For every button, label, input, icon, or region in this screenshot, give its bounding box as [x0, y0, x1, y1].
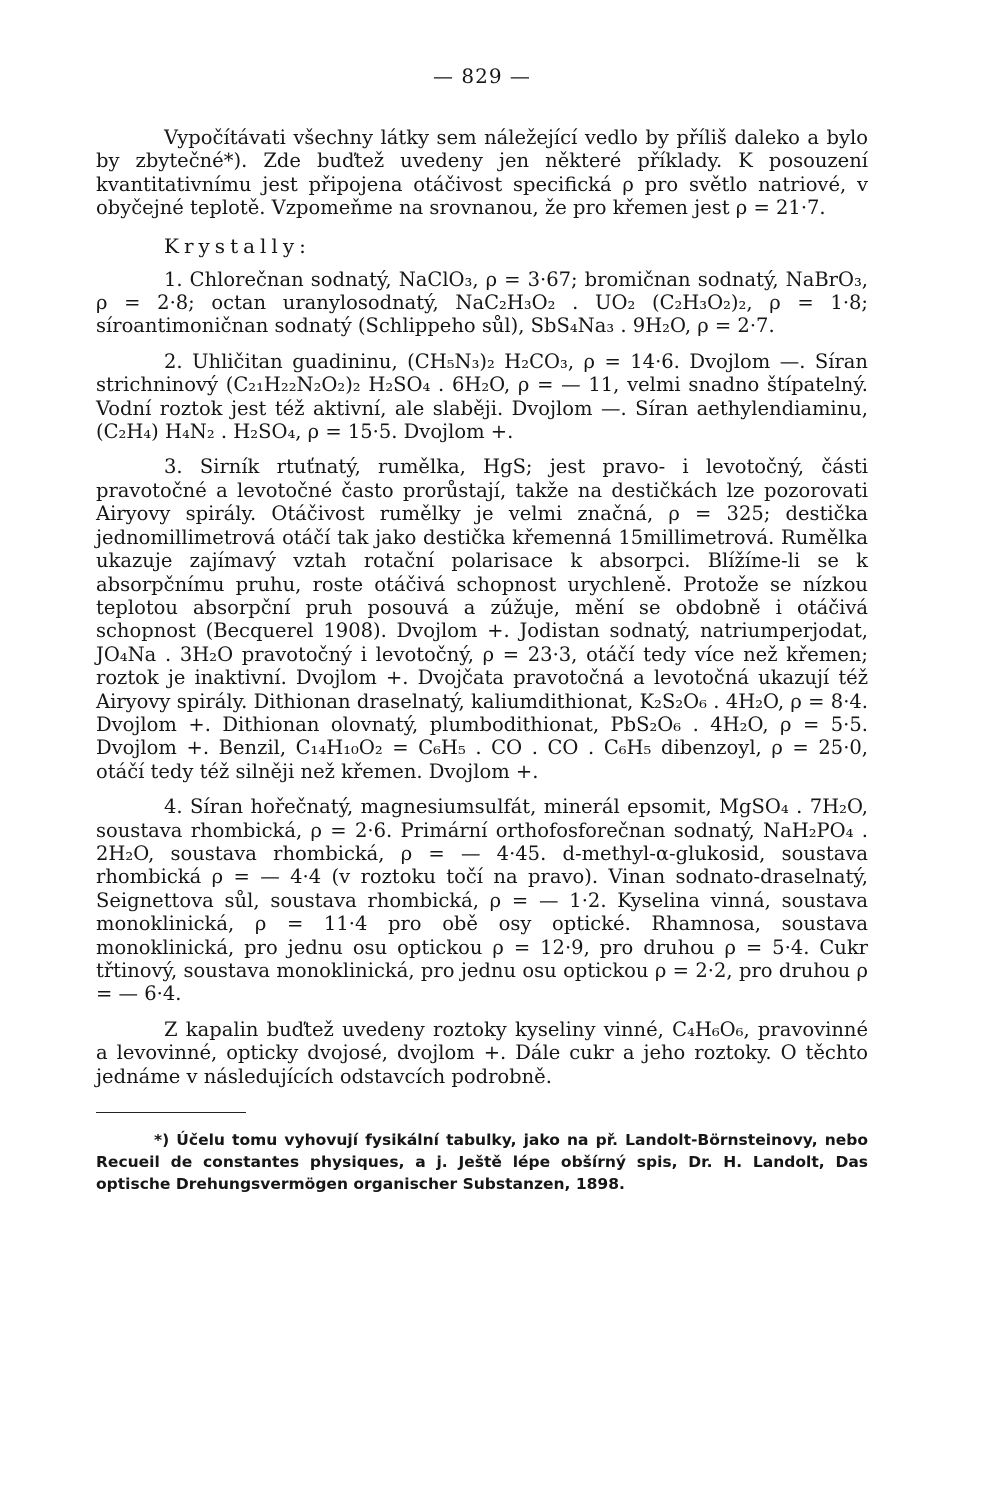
section-heading-crystals: Krystally: [164, 233, 311, 258]
paragraph-5: Z kapalin buďtež uvedeny roztoky kyseliny vinné, C₄H₆O₆, pravovinné a levovinné, opticky dvojosé, dvojlom +. Dále cukr a jeho roztoky. O těchto jednáme v následujících odstavcích podrobně. [96, 1017, 868, 1088]
paragraph-2: 2. Uhličitan guadininu, (CH₅N₃)₂ H₂CO₃, ρ = 14·6. Dvojlom —. Síran strichninový (C₂₁H₂₂N₂O₂)₂ H₂SO₄ . 6H₂O, ρ = — 11, velmi snadno štípatelný. Vodní roztok jest též aktivní, ale slaběji. Dvojlom —. Síran aethylendiaminu, (C₂H₄) H₄N₂ . H₂SO₄, ρ = 15·5. Dvojlom +. [96, 349, 868, 444]
footnote: *) Účelu tomu vyhovují fysikální tabulky, jako na př. Landolt-Börnsteinovy, nebo Recueil de constantes physiques, a j. Ještě lépe obšírný spis, Dr. H. Landolt, Das optische Drehungsvermögen organischer Substanzen, 1898. [96, 1131, 868, 1194]
page-number: — 829 — [433, 64, 531, 88]
page [96, 64, 868, 1195]
paragraph-3: 3. Sirník rtuťnatý, rumělka, HgS; jest pravo- i levotočný, části pravotočné a levotočné často prorůstají, takže na destičkách lze pozorovati Airyovy spirály. Otáčivost rumělky je velmi značná, ρ = 325; destička jednomillimetrová otáčí tak jako destička křemenná 15millimetrová. Rumělka ukazuje zajímavý vztah rotační polarisace k absorpci. Blížíme-li se k absorpčnímu pruhu, roste otáčivá schopnost urychleně. Protože se nízkou teplotou absorpční pruh posouvá a zúžuje, mění se obdobně i otáčivá schopnost (Becquerel 1908). Dvojlom +. Jodistan sodnatý, natriumperjodat, JO₄Na . 3H₂O pravotočný i levotočný, ρ = 23·3, otáčí tedy více než křemen; roztok je inaktivní. Dvojlom +. Dvojčata pravotočná a levotočná ukazují též Airyovy spirály. Dithionan draselnatý, kaliumdithionat, K₂S₂O₆ . 4H₂O, ρ = 8·4. Dvojlom +. Dithionan olovnatý, plumbodithionat, PbS₂O₆ . 4H₂O, ρ = 5·5. Dvojlom +. Benzil, C₁₄H₁₀O₂ = C₆H₅ . CO . CO . C₆H₅ dibenzoyl, ρ = 25·0, otáčí tedy též silněji než křemen. Dvojlom +. [96, 455, 868, 783]
paragraph-1: 1. Chlorečnan sodnatý, NaClO₃, ρ = 3·67; bromičnan sodnatý, NaBrO₃, ρ = 2·8; octan uranylosodnatý, NaC₂H₃O₂ . UO₂ (C₂H₃O₂)₂, ρ = 1·8; síroantimoničnan sodnatý (Schlippeho sůl), SbS₄Na₃ . 9H₂O, ρ = 2·7. [96, 267, 868, 338]
paragraph-4: 4. Síran hořečnatý, magnesiumsulfát, minerál epsomit, MgSO₄ . 7H₂O, soustava rhombická, ρ = 2·6. Primární orthofosforečnan sodnatý, NaH₂PO₄ . 2H₂O, soustava rhombická, ρ = — 4·45. d-methyl-α-glukosid, soustava rhombická ρ = — 4·4 (v roztoku točí na pravo). Vinan sodnato-draselnatý, Seignettova sůl, soustava rhombická, ρ = — 1·2. Kyselina vinná, soustava monoklinická, ρ = 11·4 pro obě osy optické. Rhamnosa, soustava monoklinická, pro jednu osu optickou ρ = 12·9, pro druhou ρ = 5·4. Cukr třtinový, soustava monoklinická, pro jednu osu optickou ρ = 2·2, pro druhou ρ = — 6·4. [96, 795, 868, 1006]
footnote-divider [96, 1112, 246, 1113]
intro-paragraph: Vypočítávati všechny látky sem náležející vedlo by příliš daleko a bylo by zbytečné*). Zde buďtež uvedeny jen některé příklady. K posouzení kvantitativnímu jest připojena otáčivost specifická ρ pro světlo natriové, v obyčejné teplotě. Vzpomeňme na srovnanou, že pro křemen jest ρ = 21·7. [96, 126, 868, 220]
